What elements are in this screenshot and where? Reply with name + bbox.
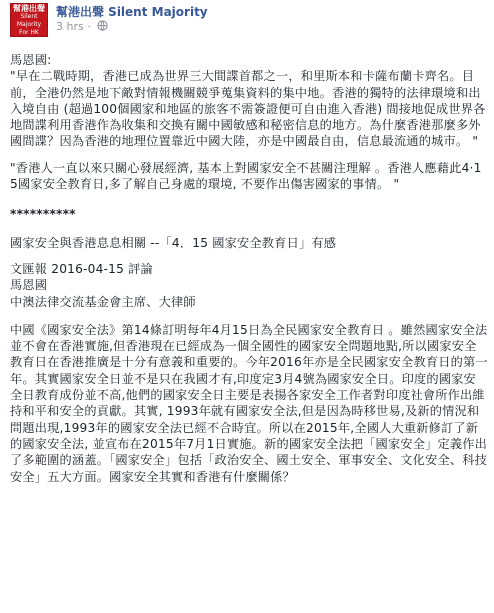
- divider: **********: [10, 207, 76, 222]
- author-title: 中澳法律交流基金會主席、大律師: [10, 294, 196, 309]
- article-body: 中國《國家安全法》第14條訂明每年4月15日為全民國家安全教育日 。雖然國家安全法並不會在香港實施,但香港現在已經成為一個全國性的國家安全問題地點,所以國家安全教育日在香港推廣是十分有意義和重要的。今年2016年亦是全民國家安全教育日的第一年。其實國家安全日並不是只在我國才有,印度定3月4號為國家安全日。印度的國家安全日教育成份並不高,他們的國家安全日主要是表揚各家安全工作者對印度社會所作出維持和平和安全的貢獻。其實, 1993年就有國家安全法,但是因為時移世易,及新的情況和問題出現,1993年的國家安全法已經不合時宜。所以在2015年,全國人大重新修訂了新的國家安全法, 並宣布在2015年7月1日實施。新的國家安全法把「國家安全」定義作出了多範圍的涵蓋。「國家安全」包括「政治安全、國土安全、軍事安全、文化安全、科技安全」五大方面。國家安全其實和香港有什麼關係？: [10, 322, 488, 484]
- post-header: [0, 0, 494, 40]
- post-meta: [56, 20, 108, 34]
- meta-separator: ·: [87, 20, 91, 33]
- article-author: 馬恩國: [10, 278, 48, 293]
- article-title: 國家安全與香港息息相關 --「4．15 國家安全教育日」有感: [10, 235, 337, 250]
- page-name-link[interactable]: 幫港出聲 Silent Majority: [56, 5, 208, 19]
- post-timestamp[interactable]: 3 hrs: [56, 20, 84, 33]
- avatar-text-2: Silent Majority: [16, 12, 42, 28]
- post-paragraph: 馬恩國:: [10, 53, 52, 67]
- globe-icon: [97, 20, 108, 34]
- post-body: [10, 52, 488, 485]
- article-source: 文匯報 2016-04-15 評論: [10, 261, 153, 276]
- page-avatar[interactable]: [10, 3, 48, 37]
- avatar-text-1: 幫港出聲: [13, 3, 45, 13]
- post-quote: "香港人一直以來只關心發展經濟, 基本上對國家安全不甚關注理解 。香港人應藉此4·15國家安全教育日,多了解自己身處的環境, 不要作出傷害國家的事情。 ": [10, 160, 482, 192]
- post-quote: "早在二戰時期，香港已成為世界三大間諜首都之一，和里斯本和卡薩布蘭卡齊名。目前，全港仍然是地下敵對情報機關競爭蒐集資料的集中地。香港的獨特的法律環境和出入境自由 (超過100個國家和地區的旅客不需簽證便可自由進入香港) 間接地促成世界各地間諜利用香港作為收集和交換有關中國敏感和秘密信息的地方。為什麼香港那麼多外國間諜？因為香港的地理位置靠近中國大陸，亦是中國最自由，信息最流通的城市。 ": [10, 69, 486, 149]
- avatar-text-3: For HK: [19, 28, 39, 36]
